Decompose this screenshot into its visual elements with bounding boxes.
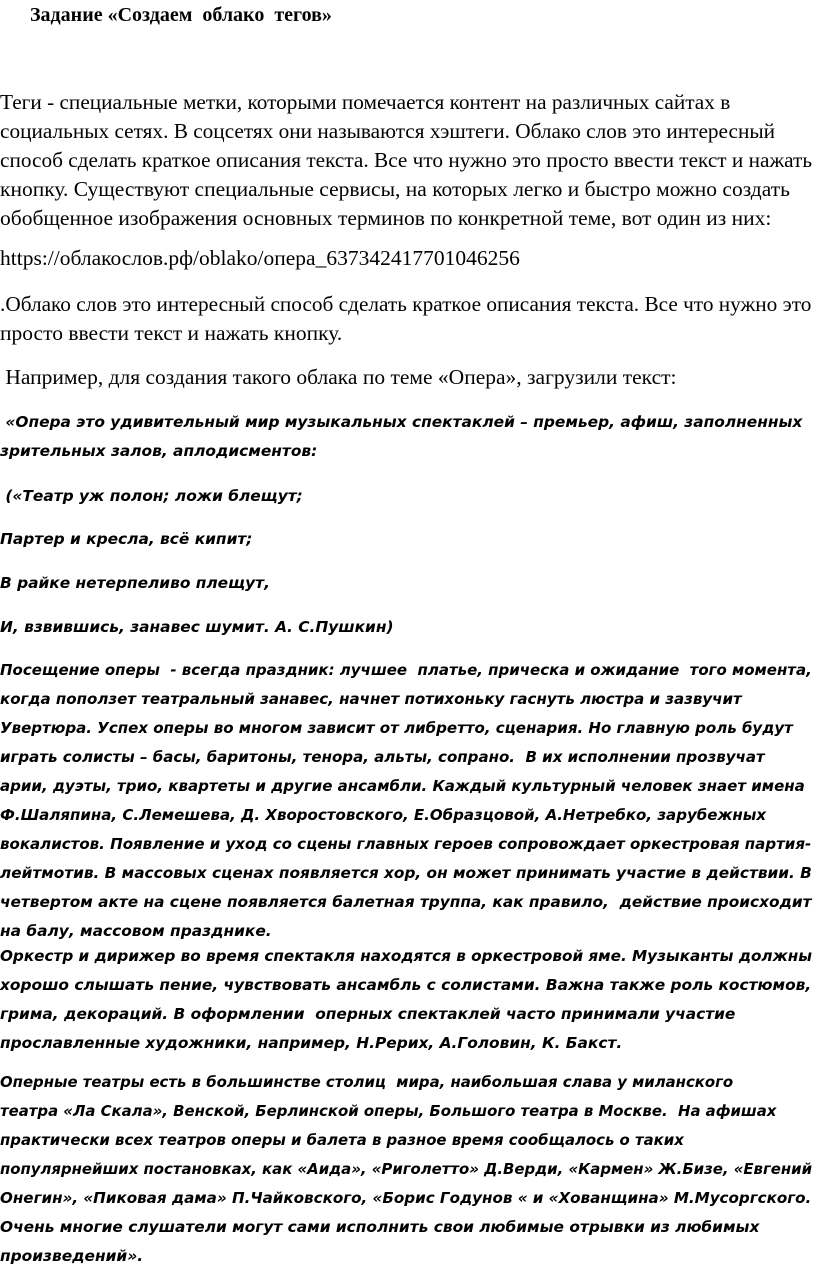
text-line: вокалистов. Появление и уход со сцены главных героев сопровождает оркестровая партия-	[0, 835, 812, 853]
text-line: прославленные художники, например, Н.Рерих, А.Головин, К. Бакст.	[0, 1034, 623, 1052]
poem-line	[0, 613, 394, 642]
text-line: грима, декораций. В оформлении оперных спектаклей часто принимали участие	[0, 1005, 736, 1023]
text-line: хорошо слышать пение, чувствовать ансамбль с солистами. Важна также роль костюмов,	[0, 976, 812, 994]
example-paragraph	[0, 363, 676, 392]
text-line: четвертом акте на сцене появляется балетная труппа, как правило, действие происходит	[0, 893, 812, 911]
text-line: просто ввести текст и нажать кнопку.	[0, 321, 343, 345]
quote-intro	[0, 408, 802, 466]
intro-paragraph	[0, 88, 812, 233]
poem-line	[0, 482, 303, 511]
text-line: играть солисты – басы, баритоны, тенора, альты, сопрано. В их исполнении прозвучат	[0, 748, 765, 766]
text-line: И, взвившись, занавес шумит. А. С.Пушкин)	[0, 618, 394, 636]
text-line: Посещение оперы - всегда праздник: лучшее платье, прическа и ожидание того момента,	[0, 661, 812, 679]
text-line: кнопку. Существуют специальные сервисы, на которых легко и быстро можно создать	[0, 177, 790, 201]
text-line: социальных сетях. В соцсетях они называются хэштеги. Облако слов это интересный	[0, 119, 776, 143]
cloud-link[interactable]	[0, 244, 520, 273]
text-line: Например, для создания такого облака по теме «Опера», загрузили текст:	[0, 365, 677, 389]
text-line: театра «Ла Скала», Венской, Берлинской оперы, Большого театра в Москве. На афишах	[0, 1102, 777, 1120]
text-line: Партер и кресла, всё кипит;	[0, 530, 253, 548]
text-line: («Театр уж полон; ложи блещут;	[0, 487, 303, 505]
text-line: «Опера это удивительный мир музыкальных спектаклей – премьер, афиш, заполненных	[0, 413, 803, 431]
text-line: практически всех театров оперы и балета в разное время сообщалось о таких	[0, 1131, 684, 1149]
text-line: арии, дуэты, трио, квартеты и другие ансамбли. Каждый культурный человек знает имена	[0, 777, 805, 795]
text-line: Оперные театры есть в большинстве столиц мира, наибольшая слава у миланского	[0, 1073, 734, 1091]
text-line: лейтмотив. В массовых сценах появляется хор, он может принимать участие в действии. В	[0, 864, 812, 882]
poem-line	[0, 525, 252, 554]
opera-paragraph-1	[0, 656, 812, 946]
text-line: обобщенное изображения основных терминов по конкретной теме, вот один из них:	[0, 206, 772, 230]
document-title: Задание «Создаем облако тегов»	[30, 4, 332, 26]
repeat-paragraph	[0, 290, 811, 348]
text-line: произведений».	[0, 1247, 144, 1265]
link-text[interactable]: https://облакослов.рф/oblako/опера_637342417701046256	[0, 246, 520, 270]
text-line: Онегин», «Пиковая дама» П.Чайковского, «Борис Годунов « и «Хованщина» М.Мусоргского.	[0, 1189, 812, 1207]
text-line: Очень многие слушатели могут сами исполнить свои любимые отрывки из любимых	[0, 1218, 760, 1236]
text-line: В райке нетерпеливо плещут,	[0, 574, 270, 592]
text-line: Теги - специальные метки, которыми помечается контент на различных сайтах в	[0, 90, 731, 114]
text-line: на балу, массовом празднике.	[0, 922, 272, 940]
text-line: Оркестр и дирижер во время спектакля находятся в оркестровой яме. Музыканты должны	[0, 947, 813, 965]
opera-paragraph-2	[0, 942, 812, 1058]
text-line: популярнейших постановках, как «Аида», «Риголетто» Д.Верди, «Кармен» Ж.Бизе, «Евгений	[0, 1160, 812, 1178]
text-line: зрительных залов, аплодисментов:	[0, 442, 318, 460]
text-line: Увертюра. Успех оперы во многом зависит от либретто, сценария. Но главную роль будут	[0, 719, 793, 737]
text-line: способ сделать краткое описания текста. Все что нужно это просто ввести текст и нажать	[0, 148, 813, 172]
opera-paragraph-3	[0, 1068, 812, 1271]
text-line: когда поползет театральный занавес, начнет потихоньку гаснуть люстра и зазвучит	[0, 690, 742, 708]
text-line: Ф.Шаляпина, С.Лемешева, Д. Хворостовского, Е.Образцовой, А.Нетребко, зарубежных	[0, 806, 767, 824]
poem-line	[0, 569, 270, 598]
text-line: .Облако слов это интересный способ сделать краткое описания текста. Все что нужно это	[0, 292, 812, 316]
